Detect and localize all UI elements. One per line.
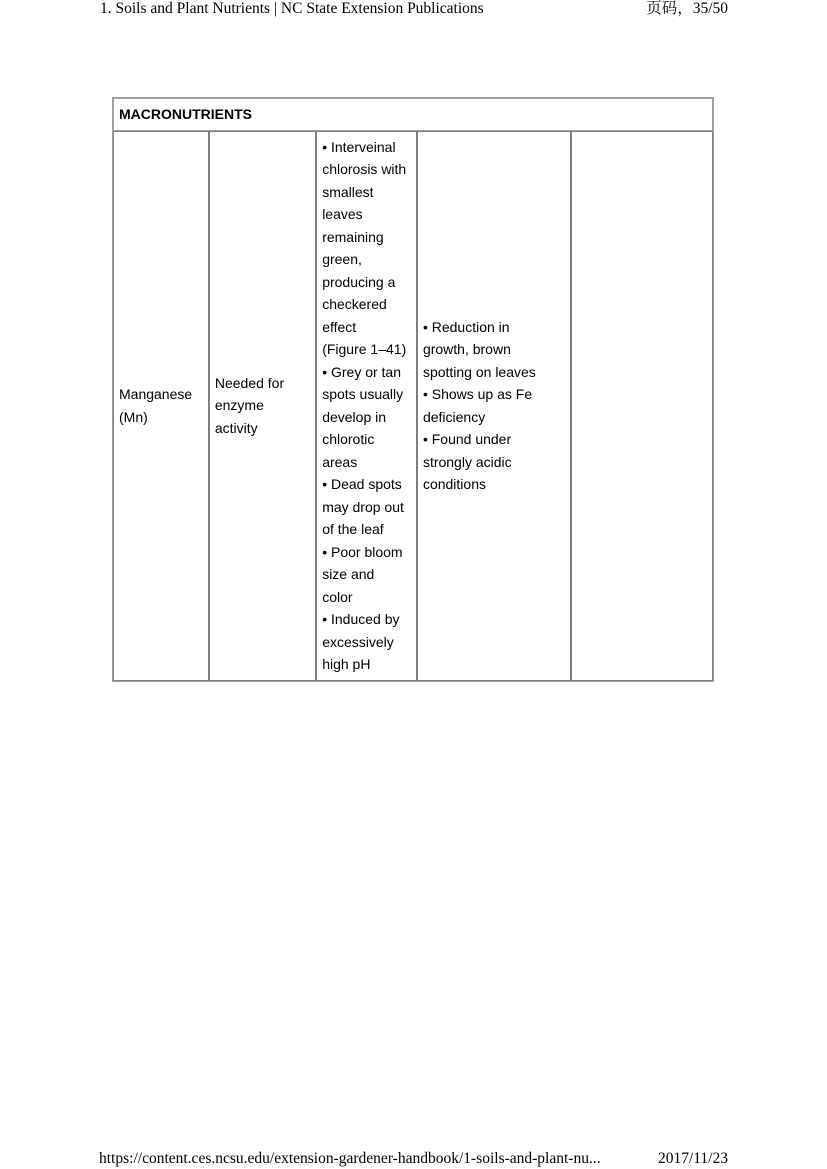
cell-line: enzyme <box>214 397 264 414</box>
cell-line: areas <box>322 453 358 470</box>
cell-line: • Reduction in <box>422 318 510 335</box>
cell-line: size and <box>322 566 375 582</box>
cell-line: • Induced by <box>322 611 400 627</box>
cell-line: • Found under <box>422 431 512 447</box>
cell-line: • Grey or tan <box>322 363 402 380</box>
cell-line: chlorotic <box>322 431 375 447</box>
cell-line: • Poor bloom <box>322 543 403 560</box>
cell-line: chlorosis with <box>322 161 407 177</box>
cell-line: checkered <box>322 296 387 312</box>
page-header-title: 1. Soils and Plant Nutrients | NC State Extension Publications <box>100 0 484 17</box>
cell-line: spots usually <box>322 386 404 402</box>
cell-line: strongly acidic <box>422 453 512 470</box>
cell-line: deficiency <box>422 408 486 425</box>
cell-line: spotting on leaves <box>422 363 536 380</box>
cell-line: smallest <box>322 183 374 200</box>
cell-line: develop in <box>322 408 387 425</box>
cell-line: of the leaf <box>322 521 384 537</box>
cell-line: leaves <box>322 206 363 222</box>
page-number: 页码，35/50 <box>646 0 728 17</box>
cell-line: activity <box>214 419 258 436</box>
cell-line: Manganese <box>119 386 193 402</box>
cell-line: producing a <box>322 273 396 290</box>
empty-cell <box>571 131 713 681</box>
footer-url: https://content.ces.ncsu.edu/extension-gardener-handbook/1-soils-and-plant-nu... <box>99 1150 601 1167</box>
nutrient-table <box>112 97 714 682</box>
cell-line: remaining <box>322 228 384 245</box>
cell-line: • Shows up as Fe <box>422 386 533 402</box>
cell-line: (Mn) <box>119 408 148 425</box>
cell-line: color <box>322 588 353 605</box>
cell-line: • Dead spots <box>322 476 402 492</box>
cell-line: conditions <box>422 476 486 492</box>
footer-date: 2017/11/23 <box>657 1150 728 1167</box>
cell-line: • Interveinal <box>322 138 396 155</box>
cell-line: high pH <box>322 656 371 672</box>
cell-line: effect <box>322 318 357 335</box>
deficiency-symptoms-cell <box>316 131 417 681</box>
table-row <box>113 131 713 681</box>
cell-line: (Figure 1–41) <box>322 341 407 357</box>
function-cell <box>209 131 316 681</box>
section-row <box>113 98 713 131</box>
cell-line: excessively <box>322 633 394 650</box>
notes-cell <box>417 131 571 681</box>
section-title: MACRONUTRIENTS <box>113 98 713 131</box>
cell-line: may drop out <box>322 498 404 515</box>
cell-line: Needed for <box>214 374 285 391</box>
cell-line: green, <box>322 251 362 267</box>
cell-line: growth, brown <box>422 341 511 357</box>
nutrient-name-cell <box>113 131 209 681</box>
